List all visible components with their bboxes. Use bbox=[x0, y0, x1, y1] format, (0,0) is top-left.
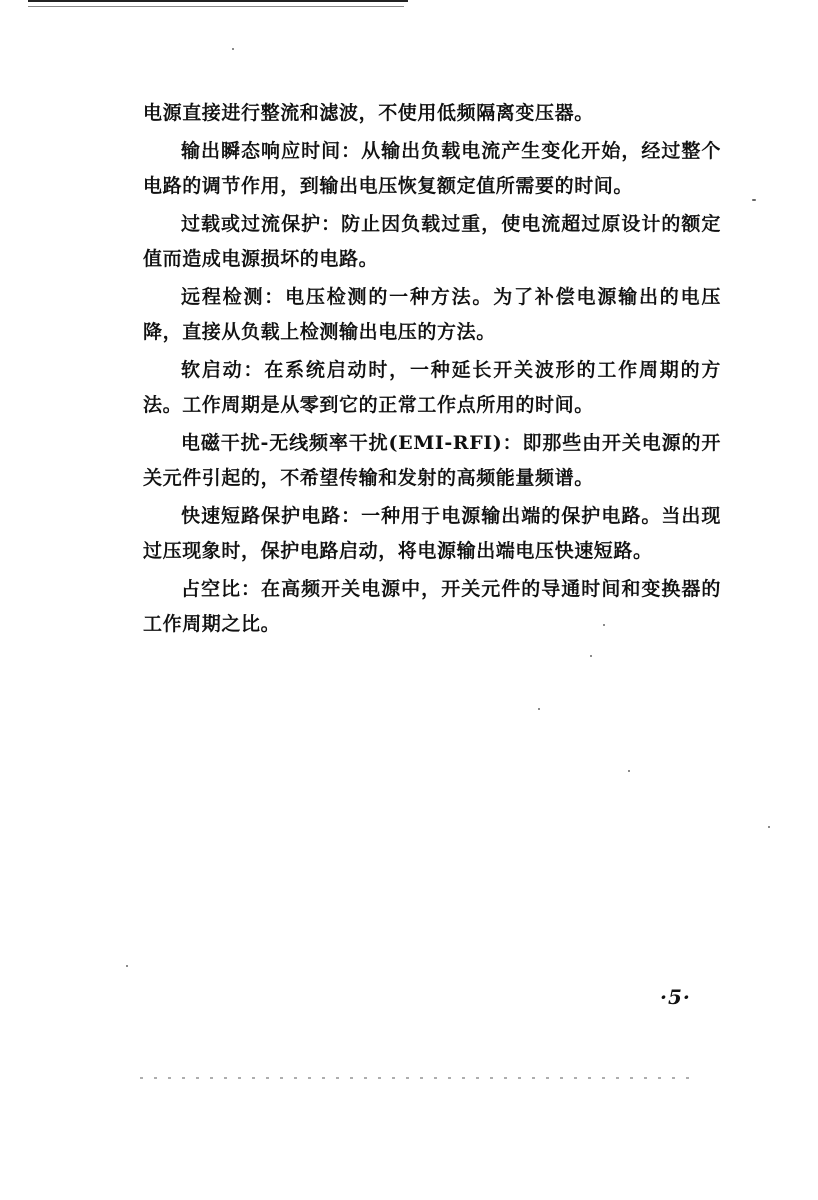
paragraph-emi-rfi: 电磁干扰-无线频率干扰(EMI-RFI)：即那些由开关电源的开关元件引起的，不希望传输和发射的高频能量频谱。 bbox=[143, 432, 721, 489]
scan-noise-line bbox=[140, 1077, 700, 1079]
paragraph-overload-protection: 过载或过流保护：防止因负载过重，使电流超过原设计的额定值而造成电源损坏的电路。 bbox=[143, 213, 721, 270]
scan-speck bbox=[752, 199, 756, 201]
paragraph-transient-response: 输出瞬态响应时间：从输出负载电流产生变化开始，经过整个电路的调节作用，到输出电压恢复额定值所需要的时间。 bbox=[143, 140, 721, 197]
scan-speck bbox=[603, 624, 605, 626]
scan-speck bbox=[126, 965, 128, 967]
scan-speck bbox=[768, 826, 770, 828]
paragraph-continuation: 电源直接进行整流和滤波，不使用低频隔离变压器。 bbox=[143, 102, 594, 124]
page-number: ·5· bbox=[660, 985, 691, 1009]
scan-speck bbox=[628, 770, 630, 772]
scan-speck bbox=[538, 708, 540, 710]
paragraph-crowbar-protection: 快速短路保护电路：一种用于电源输出端的保护电路。当出现过压现象时，保护电路启动，将电源输出端电压快速短路。 bbox=[143, 505, 721, 562]
scan-speck bbox=[232, 48, 234, 50]
top-rule-secondary bbox=[28, 6, 404, 7]
top-rule bbox=[28, 0, 408, 2]
paragraph-remote-sensing: 远程检测：电压检测的一种方法。为了补偿电源输出的电压降，直接从负载上检测输出电压的方法。 bbox=[143, 286, 721, 343]
paragraph-soft-start: 软启动：在系统启动时，一种延长开关波形的工作周期的方法。工作周期是从零到它的正常工作点所用的时间。 bbox=[143, 359, 721, 416]
page-body bbox=[143, 96, 721, 645]
paragraph-duty-cycle: 占空比：在高频开关电源中，开关元件的导通时间和变换器的工作周期之比。 bbox=[143, 578, 721, 635]
scan-speck bbox=[590, 655, 592, 657]
